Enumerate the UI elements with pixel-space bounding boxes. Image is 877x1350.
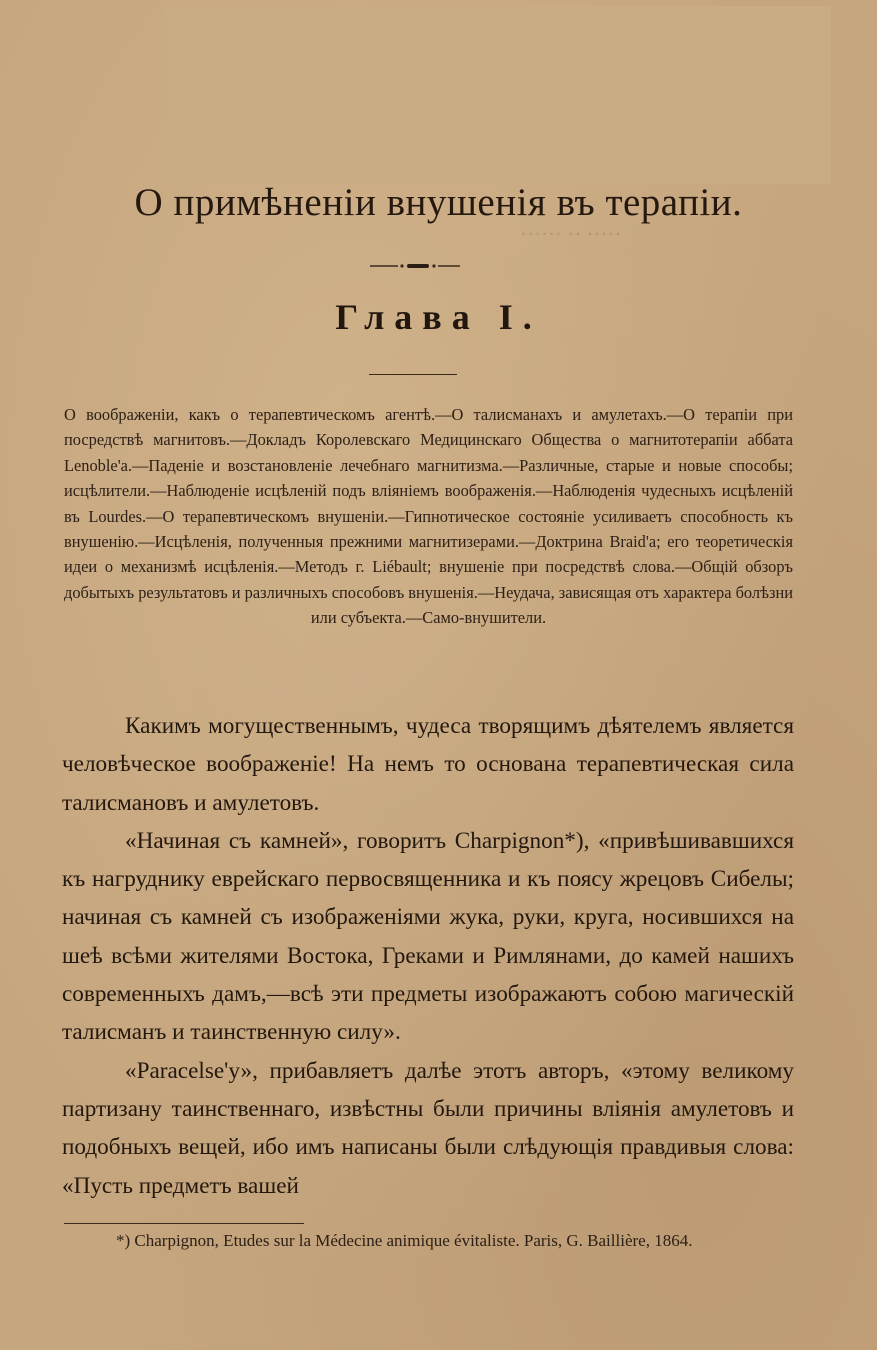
chapter-rule — [369, 374, 457, 375]
paragraph: «Paracelse'у», прибавляетъ далѣе этотъ авторъ, «этому великому партизану таинственнаго, извѣстны были причины вліянія амулетовъ и подобныхъ вещей, ибо имъ написаны были слѣдующія правдивыя слова: «Пусть предметъ вашей — [62, 1057, 794, 1199]
paper-patch — [166, 6, 831, 184]
paragraph: Какимъ могущественнымъ, чудеса творящимъ дѣятелемъ является человѣческое воображеніе! На немъ то основана терапевтическая сила талисмановъ и амулетовъ. — [62, 713, 794, 816]
chapter-summary: О воображеніи, какъ о терапевтическомъ агентѣ.—О талисманахъ и амулетахъ.—О терапіи при посредствѣ магнитовъ.—Докладъ Королевскаго Медицинскаго Общества о магнитотерапіи аббата Lenoble'а.—Паденіе и возстановленіе лечебнаго магнитизма.—Различные, старые и новые способы; исцѣлители.—Наблюденіе исцѣленій подъ вліяніемъ воображенія.—Наблюденія чудесныхъ исцѣленій въ Lourdes.—О терапевтическомъ внушеніи.—Гипнотическое состояніе усиливаетъ способность къ внушенію.—Исцѣленія, полученныя прежними магнитизерами.—Доктрина Braid'а; его теоретическія идеи о механизмѣ исцѣленія.—Методъ г. Liébault; внушеніе при посредствѣ слова.—Общій обзоръ добытыхъ результатовъ и различныхъ способовъ внушенія.—Неудача, зависящая отъ характера болѣзни или субъекта.—Само-внушители. — [64, 405, 793, 628]
body-text — [62, 707, 794, 1205]
page-title: О примѣненіи внушенія въ терапіи. — [134, 181, 743, 224]
ornament-divider — [370, 262, 460, 270]
paragraph: «Начиная съ камней», говоритъ Charpignon*), «привѣшивавшихся къ нагруднику еврейскаго первосвященника и къ поясу жрецовъ Сибелы; начиная съ камней съ изображеніями жука, руки, круга, носившихся на шеѣ всѣми жителями Востока, Греками и Римлянами, до камей нашихъ современныхъ дамъ,—всѣ эти предметы изображаютъ собою магическій талисманъ и таинственную силу». — [62, 827, 794, 1046]
footnote: *) Charpignon, Etudes sur la Médecine animique évitaliste. Paris, G. Baillière, 1864. — [116, 1231, 693, 1250]
chapter-heading: Глава I. — [335, 297, 542, 337]
footnote-rule — [64, 1223, 304, 1224]
